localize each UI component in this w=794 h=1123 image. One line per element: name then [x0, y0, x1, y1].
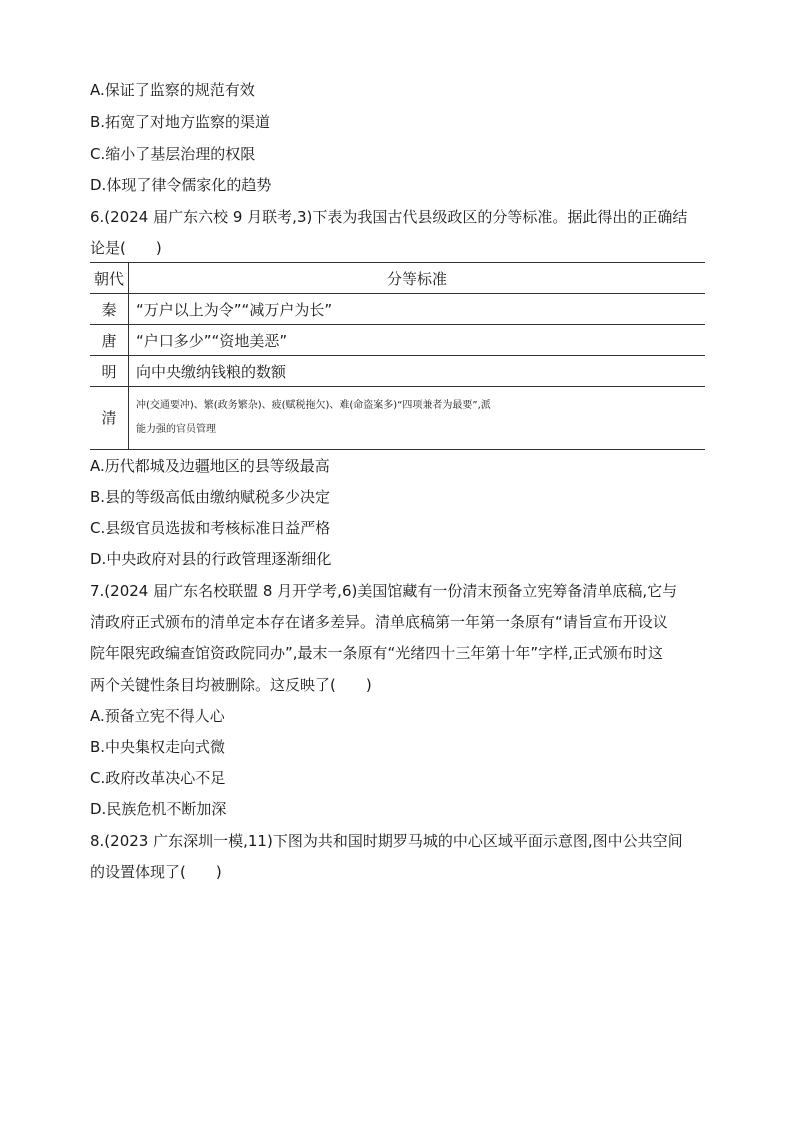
q7-option-b: B.中央集权走向式微 [90, 738, 226, 756]
table-row [90, 356, 705, 387]
q6-stem-line1: 6.(2024 届广东六校 9 月联考,3)下表为我国古代县级政区的分等标准。据此得出的正确结 [90, 208, 688, 226]
standard-cell: “户口多少”“资地美恶” [129, 325, 706, 356]
q7-stem-line: 院年限宪政编查馆资政院同办”,最末一条原有“光绪四十三年第十年”字样,正式颁布时这 [90, 644, 663, 662]
standard-text-line2: 能力强的官员管理 [136, 424, 216, 435]
dynasty-cell: 明 [90, 356, 129, 387]
header-dynasty: 朝代 [90, 263, 129, 294]
q7-stem-line: 清政府正式颁布的清单定本存在诸多差异。清单底稿第一年第一条原有“请旨宣布开设议 [90, 613, 668, 631]
standard-cell: “万户以上为令”“减万户为长” [129, 294, 706, 325]
table-row [90, 294, 705, 325]
q7-option-a: A.预备立宪不得人心 [90, 707, 225, 725]
q6-option-b: B.县的等级高低由缴纳赋税多少决定 [90, 488, 331, 506]
q7-stem-line: 7.(2024 届广东名校联盟 8 月开学考,6)美国馆藏有一份清末预备立宪筹备清单底稿,它与 [90, 582, 678, 600]
standard-text-line1: 冲(交通要冲)、繁(政务繁杂)、疲(赋税拖欠)、难(命盗案多)“四项兼者为最要”,派 [136, 400, 491, 411]
standard-cell: 向中央缴纳钱粮的数额 [129, 356, 706, 387]
q7-option-d: D.民族危机不断加深 [90, 800, 227, 818]
q6-option-a: A.历代都城及边疆地区的县等级最高 [90, 457, 330, 475]
q5-option-b: B.拓宽了对地方监察的渠道 [90, 113, 271, 131]
q7-option-c: C.政府改革决心不足 [90, 769, 226, 787]
q5-option-c: C.缩小了基层治理的权限 [90, 145, 256, 163]
table-header-row [90, 263, 705, 294]
q6-option-d: D.中央政府对县的行政管理逐渐细化 [90, 550, 332, 568]
standard-cell [129, 387, 706, 450]
q6-stem-line2: 论是( ) [90, 239, 162, 257]
q5-option-d: D.体现了律令儒家化的趋势 [90, 176, 272, 194]
dynasty-cell: 清 [90, 387, 129, 450]
q6-option-c: C.县级官员选拔和考核标准日益严格 [90, 519, 331, 537]
header-standard: 分等标准 [129, 263, 706, 294]
q5-option-a: A.保证了监察的规范有效 [90, 81, 255, 99]
dynasty-cell: 秦 [90, 294, 129, 325]
q8-stem-line: 的设置体现了( ) [90, 863, 222, 881]
dynasty-cell: 唐 [90, 325, 129, 356]
table-row [90, 325, 705, 356]
table-row [90, 387, 705, 450]
q8-stem-line: 8.(2023 广东深圳一模,11)下图为共和国时期罗马城的中心区域平面示意图,图中公共空间 [90, 832, 683, 850]
q7-stem-line: 两个关键性条目均被删除。这反映了( ) [90, 676, 372, 694]
q6-grade-table [90, 262, 705, 450]
